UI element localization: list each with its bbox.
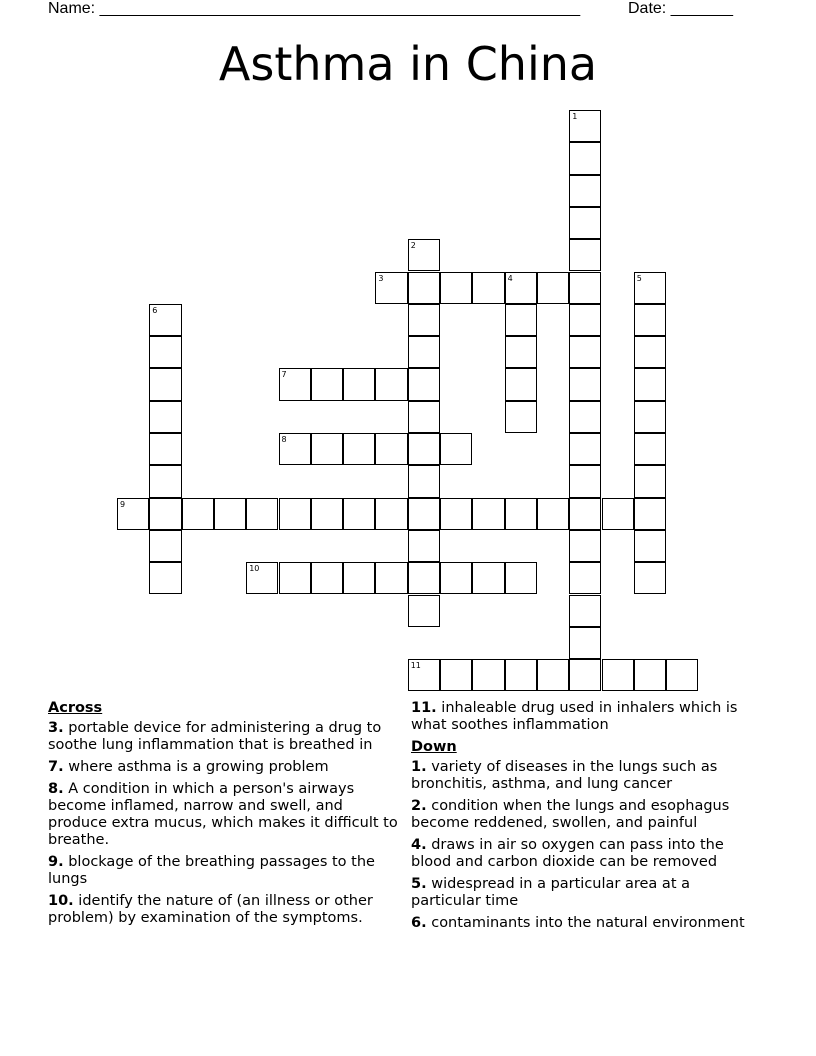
grid-cell[interactable] xyxy=(279,368,311,400)
cell-number: 3 xyxy=(378,273,384,283)
grid-cell[interactable] xyxy=(569,142,601,174)
cell-number: 1 xyxy=(572,112,578,121)
clue-across-3 xyxy=(48,720,406,754)
grid-cell[interactable] xyxy=(440,659,472,691)
grid-cell[interactable] xyxy=(634,530,666,562)
cell-number: 10 xyxy=(249,564,260,574)
grid-cell[interactable] xyxy=(408,433,440,465)
cell-number: 6 xyxy=(152,305,158,315)
grid-cell[interactable] xyxy=(505,272,537,304)
clue-number: 9. xyxy=(48,854,64,870)
grid-cell[interactable] xyxy=(311,562,343,594)
cell-number: 7 xyxy=(281,370,287,380)
grid-cell[interactable] xyxy=(182,498,214,530)
grid-cell[interactable] xyxy=(634,433,666,465)
grid-cell[interactable] xyxy=(472,562,504,594)
grid-cell[interactable] xyxy=(408,368,440,400)
grid-cell[interactable] xyxy=(505,336,537,368)
clue-text: portable device for administering a drug to soothe lung inflammation that is breathed in xyxy=(48,720,382,753)
grid-cell[interactable] xyxy=(569,336,601,368)
grid-cell[interactable] xyxy=(537,659,569,691)
clue-text: where asthma is a growing problem xyxy=(68,759,329,775)
grid-cell[interactable] xyxy=(408,465,440,497)
clue-number: 5. xyxy=(411,876,427,892)
grid-cell[interactable] xyxy=(311,433,343,465)
grid-cell[interactable] xyxy=(375,368,407,400)
grid-cell[interactable] xyxy=(537,498,569,530)
grid-cell[interactable] xyxy=(634,368,666,400)
grid-cell[interactable] xyxy=(569,207,601,239)
clue-text: draws in air so oxygen can pass into the blood and carbon dioxide can be removed xyxy=(411,837,724,870)
grid-cell[interactable] xyxy=(472,498,504,530)
clue-number: 10. xyxy=(48,893,74,909)
grid-cell[interactable] xyxy=(149,530,181,562)
grid-cell[interactable] xyxy=(408,530,440,562)
puzzle-title: Asthma in China xyxy=(218,37,598,91)
grid-cell[interactable] xyxy=(375,498,407,530)
clue-number: 2. xyxy=(411,798,427,814)
grid-cell[interactable] xyxy=(634,562,666,594)
clue-text: widespread in a particular area at a particular time xyxy=(411,876,690,909)
clue-number: 6. xyxy=(411,915,427,931)
clue-text: inhaleable drug used in inhalers which is what soothes inflammation xyxy=(411,700,738,733)
grid-cell[interactable] xyxy=(408,239,440,271)
grid-cell[interactable] xyxy=(569,530,601,562)
cell-number: 5 xyxy=(636,273,642,283)
clue-number: 3. xyxy=(48,720,64,736)
clues-column-left xyxy=(48,700,406,932)
grid-cell[interactable] xyxy=(149,336,181,368)
grid-cell[interactable] xyxy=(634,336,666,368)
grid-cell[interactable] xyxy=(117,498,149,530)
grid-cell[interactable] xyxy=(149,562,181,594)
cell-number: 8 xyxy=(281,435,287,444)
clue-down-4 xyxy=(411,837,763,871)
grid-cell[interactable] xyxy=(602,659,634,691)
grid-cell[interactable] xyxy=(408,659,440,691)
cell-number: 4 xyxy=(507,273,513,283)
grid-cell[interactable] xyxy=(569,433,601,465)
grid-cell[interactable] xyxy=(375,272,407,304)
grid-cell[interactable] xyxy=(311,498,343,530)
grid-cell[interactable] xyxy=(569,465,601,497)
clue-text: condition when the lungs and esophagus become reddened, swollen, and painful xyxy=(411,798,730,831)
grid-cell[interactable] xyxy=(505,498,537,530)
grid-cell[interactable] xyxy=(505,562,537,594)
grid-cell[interactable] xyxy=(569,110,601,142)
grid-cell[interactable] xyxy=(602,498,634,530)
grid-cell[interactable] xyxy=(569,659,601,691)
grid-cell[interactable] xyxy=(408,562,440,594)
grid-cell[interactable] xyxy=(569,175,601,207)
grid-cell[interactable] xyxy=(634,659,666,691)
across-heading: Across xyxy=(48,700,103,716)
clue-down-6 xyxy=(411,915,763,932)
grid-cell[interactable] xyxy=(149,433,181,465)
grid-cell[interactable] xyxy=(408,304,440,336)
cell-number: 9 xyxy=(120,499,126,509)
clue-number: 8. xyxy=(48,781,64,797)
grid-cell[interactable] xyxy=(343,368,375,400)
grid-cell[interactable] xyxy=(246,498,278,530)
down-heading: Down xyxy=(411,739,457,755)
grid-cell[interactable] xyxy=(149,401,181,433)
grid-cell[interactable] xyxy=(569,272,601,304)
grid-cell[interactable] xyxy=(634,304,666,336)
grid-cell[interactable] xyxy=(149,498,181,530)
grid-cell[interactable] xyxy=(246,562,278,594)
grid-cell[interactable] xyxy=(634,498,666,530)
clue-text: variety of diseases in the lungs such as bronchitis, asthma, and lung cancer xyxy=(411,759,718,792)
grid-cell[interactable] xyxy=(505,304,537,336)
clues-column-right xyxy=(411,700,763,937)
grid-cell[interactable] xyxy=(149,368,181,400)
grid-cell[interactable] xyxy=(311,368,343,400)
clue-text: identify the nature of (an illness or other problem) by examination of the symptoms. xyxy=(48,893,373,926)
clue-text: contaminants into the natural environment xyxy=(431,915,745,931)
cell-number: 11 xyxy=(410,661,421,671)
grid-cell[interactable] xyxy=(634,465,666,497)
grid-cell[interactable] xyxy=(440,498,472,530)
grid-cell[interactable] xyxy=(666,659,698,691)
clue-number: 1. xyxy=(411,759,427,775)
cell-number: 2 xyxy=(410,241,416,251)
date-field-label[interactable]: Date: _______ xyxy=(628,0,733,17)
clue-across-10 xyxy=(48,893,406,927)
grid-cell[interactable] xyxy=(505,659,537,691)
grid-cell[interactable] xyxy=(279,433,311,465)
name-field-label[interactable]: Name: ______________________________________________________ xyxy=(48,0,581,17)
grid-cell[interactable] xyxy=(505,401,537,433)
grid-cell[interactable] xyxy=(149,465,181,497)
grid-cell[interactable] xyxy=(472,659,504,691)
clue-down-5 xyxy=(411,876,763,910)
grid-cell[interactable] xyxy=(149,304,181,336)
grid-cell[interactable] xyxy=(375,433,407,465)
grid-cell[interactable] xyxy=(408,595,440,627)
grid-cell[interactable] xyxy=(408,272,440,304)
grid-cell[interactable] xyxy=(472,272,504,304)
grid-cell[interactable] xyxy=(569,498,601,530)
grid-cell[interactable] xyxy=(569,627,601,659)
clue-number: 4. xyxy=(411,837,427,853)
grid-cell[interactable] xyxy=(634,401,666,433)
clue-text: blockage of the breathing passages to the lungs xyxy=(48,854,375,887)
clue-down-1 xyxy=(411,759,763,793)
grid-cell[interactable] xyxy=(279,498,311,530)
grid-cell[interactable] xyxy=(505,368,537,400)
grid-cell[interactable] xyxy=(440,272,472,304)
grid-cell[interactable] xyxy=(569,304,601,336)
grid-cell[interactable] xyxy=(537,272,569,304)
clue-across-8 xyxy=(48,781,406,849)
grid-cell[interactable] xyxy=(343,498,375,530)
grid-cell[interactable] xyxy=(569,595,601,627)
clue-number: 11. xyxy=(411,700,437,716)
grid-cell[interactable] xyxy=(343,433,375,465)
grid-cell[interactable] xyxy=(408,336,440,368)
grid-cell[interactable] xyxy=(634,272,666,304)
grid-cell[interactable] xyxy=(569,401,601,433)
grid-cell[interactable] xyxy=(279,562,311,594)
clue-across-9 xyxy=(48,854,406,888)
grid-cell[interactable] xyxy=(408,498,440,530)
clue-across-7 xyxy=(48,759,406,776)
grid-cell[interactable] xyxy=(440,433,472,465)
clue-across-11 xyxy=(411,700,763,734)
grid-cell[interactable] xyxy=(408,401,440,433)
grid-cell[interactable] xyxy=(569,562,601,594)
grid-cell[interactable] xyxy=(569,239,601,271)
grid-cell[interactable] xyxy=(375,562,407,594)
grid-cell[interactable] xyxy=(440,562,472,594)
grid-cell[interactable] xyxy=(343,562,375,594)
clue-number: 7. xyxy=(48,759,64,775)
grid-cell[interactable] xyxy=(214,498,246,530)
clue-down-2 xyxy=(411,798,763,832)
clue-text: A condition in which a person's airways become inflamed, narrow and swell, and produce extra mucus, which makes it difficult to breathe. xyxy=(48,781,398,848)
grid-cell[interactable] xyxy=(569,368,601,400)
